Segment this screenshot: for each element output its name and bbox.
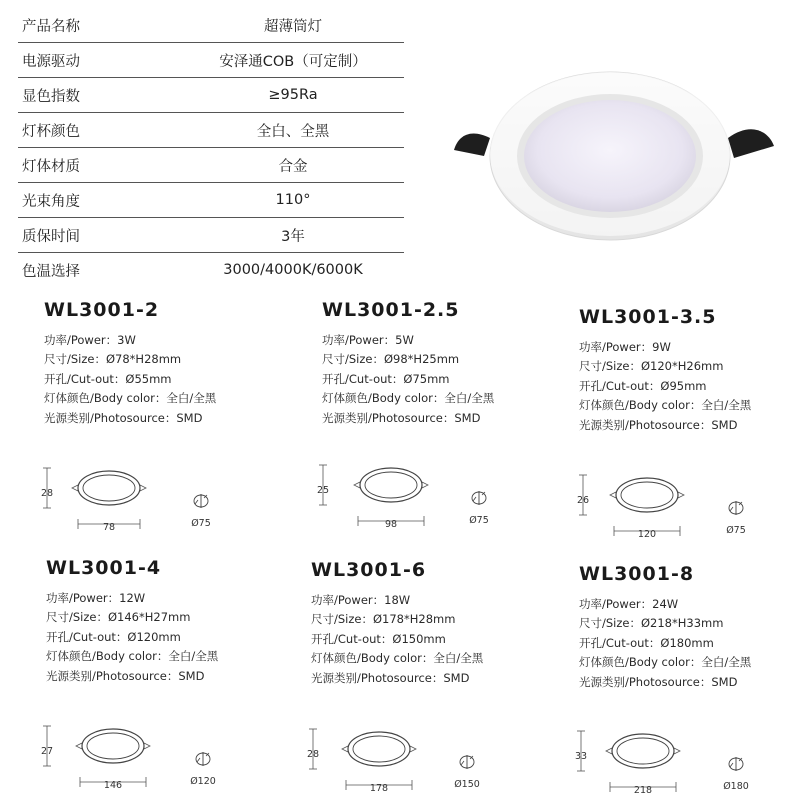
spec-row-driver bbox=[18, 43, 404, 78]
model-wl3001-3-5 bbox=[579, 306, 800, 435]
model-wl3001-6 bbox=[311, 559, 551, 688]
model-power: 功率/Power：12W bbox=[46, 591, 146, 605]
model-body-color: 灯体颜色/Body color：全白/全黑 bbox=[579, 655, 752, 670]
spec-value: 3年 bbox=[281, 228, 305, 245]
dimension-drawing bbox=[574, 727, 789, 805]
cutout-dimension: Ø75 bbox=[191, 518, 211, 529]
spec-label: 色温选择 bbox=[22, 263, 80, 280]
spec-value: ≥95Ra bbox=[268, 87, 318, 103]
model-photosource: 光源类别/Photosource：SMD bbox=[322, 410, 481, 425]
spec-row-color-temp bbox=[18, 253, 404, 287]
model-power: 功率/Power：3W bbox=[44, 333, 136, 347]
model-title: WL3001-4 bbox=[46, 557, 162, 579]
spec-value: 全白、全黑 bbox=[256, 123, 330, 140]
spec-row-cup-color bbox=[18, 113, 404, 148]
model-body-color: 灯体颜色/Body color：全白/全黑 bbox=[579, 398, 752, 413]
model-power: 功率/Power：9W bbox=[579, 340, 671, 354]
cutout-dimension: Ø150 bbox=[454, 779, 480, 790]
dimension-drawing bbox=[40, 464, 255, 542]
model-body-color: 灯体颜色/Body color：全白/全黑 bbox=[311, 651, 484, 666]
spec-row-cri bbox=[18, 78, 404, 113]
model-wl3001-8 bbox=[579, 563, 800, 692]
model-body-color: 灯体颜色/Body color：全白/全黑 bbox=[44, 391, 217, 406]
model-cutout: 开孔/Cut-out：Ø180mm bbox=[579, 635, 714, 650]
spec-row-product-name bbox=[18, 8, 404, 43]
height-dimension: 28 bbox=[306, 749, 320, 760]
width-dimension: 98 bbox=[384, 519, 398, 530]
model-cutout: 开孔/Cut-out：Ø55mm bbox=[44, 371, 172, 386]
spec-label: 质保时间 bbox=[22, 228, 80, 245]
model-size: 尺寸/Size：Ø98*H25mm bbox=[322, 352, 460, 367]
width-dimension: 218 bbox=[633, 785, 653, 796]
model-size: 尺寸/Size：Ø78*H28mm bbox=[44, 352, 182, 367]
spec-value: 安泽通COB（可定制） bbox=[219, 53, 367, 70]
model-wl3001-2-5 bbox=[322, 299, 562, 428]
model-title: WL3001-2.5 bbox=[322, 299, 460, 321]
model-power: 功率/Power：18W bbox=[311, 593, 411, 607]
spec-row-beam-angle bbox=[18, 183, 404, 218]
model-title: WL3001-2 bbox=[44, 299, 160, 321]
width-dimension: 120 bbox=[637, 529, 657, 540]
cutout-dimension: Ø75 bbox=[469, 515, 489, 526]
spec-table bbox=[18, 8, 404, 287]
downlight-product-image bbox=[440, 58, 780, 258]
model-size: 尺寸/Size：Ø146*H27mm bbox=[46, 610, 191, 625]
cutout-dimension: Ø75 bbox=[726, 525, 746, 536]
dimension-drawing bbox=[576, 471, 791, 549]
dimension-drawing bbox=[40, 722, 255, 800]
spec-label: 灯体材质 bbox=[22, 158, 80, 175]
spec-value: 合金 bbox=[278, 158, 308, 175]
model-wl3001-4 bbox=[46, 557, 286, 686]
model-size: 尺寸/Size：Ø178*H28mm bbox=[311, 612, 456, 627]
spec-row-material bbox=[18, 148, 404, 183]
model-cutout: 开孔/Cut-out：Ø150mm bbox=[311, 631, 446, 646]
model-photosource: 光源类别/Photosource：SMD bbox=[46, 668, 205, 683]
model-photosource: 光源类别/Photosource：SMD bbox=[311, 670, 470, 685]
model-cutout: 开孔/Cut-out：Ø120mm bbox=[46, 629, 181, 644]
spec-value: 超薄筒灯 bbox=[264, 18, 322, 35]
model-photosource: 光源类别/Photosource：SMD bbox=[44, 410, 203, 425]
spec-value: 110° bbox=[275, 192, 311, 208]
spec-value: 3000/4000K/6000K bbox=[223, 262, 363, 278]
model-title: WL3001-3.5 bbox=[579, 306, 717, 328]
height-dimension: 33 bbox=[574, 751, 588, 762]
model-body-color: 灯体颜色/Body color：全白/全黑 bbox=[322, 391, 495, 406]
dimension-drawing bbox=[306, 725, 521, 803]
model-power: 功率/Power：5W bbox=[322, 333, 414, 347]
model-photosource: 光源类别/Photosource：SMD bbox=[579, 674, 738, 689]
model-size: 尺寸/Size：Ø120*H26mm bbox=[579, 359, 724, 374]
width-dimension: 78 bbox=[102, 522, 116, 533]
height-dimension: 27 bbox=[40, 746, 54, 757]
model-cutout: 开孔/Cut-out：Ø95mm bbox=[579, 378, 707, 393]
spec-label: 产品名称 bbox=[22, 18, 80, 35]
model-photosource: 光源类别/Photosource：SMD bbox=[579, 417, 738, 432]
spec-label: 灯杯颜色 bbox=[22, 123, 80, 140]
model-title: WL3001-8 bbox=[579, 563, 695, 585]
model-cutout: 开孔/Cut-out：Ø75mm bbox=[322, 371, 450, 386]
cutout-dimension: Ø180 bbox=[723, 781, 749, 792]
width-dimension: 146 bbox=[103, 780, 123, 791]
spec-label: 显色指数 bbox=[22, 88, 80, 105]
cutout-dimension: Ø120 bbox=[190, 776, 216, 787]
dimension-drawing bbox=[316, 461, 531, 539]
spec-label: 电源驱动 bbox=[22, 53, 80, 70]
height-dimension: 28 bbox=[40, 488, 54, 499]
model-body-color: 灯体颜色/Body color：全白/全黑 bbox=[46, 649, 219, 664]
height-dimension: 26 bbox=[576, 495, 590, 506]
spec-row-warranty bbox=[18, 218, 404, 253]
model-power: 功率/Power：24W bbox=[579, 597, 679, 611]
width-dimension: 178 bbox=[369, 783, 389, 794]
spec-label: 光束角度 bbox=[22, 193, 80, 210]
height-dimension: 25 bbox=[316, 485, 330, 496]
model-size: 尺寸/Size：Ø218*H33mm bbox=[579, 616, 724, 631]
model-wl3001-2 bbox=[44, 299, 284, 428]
model-title: WL3001-6 bbox=[311, 559, 427, 581]
